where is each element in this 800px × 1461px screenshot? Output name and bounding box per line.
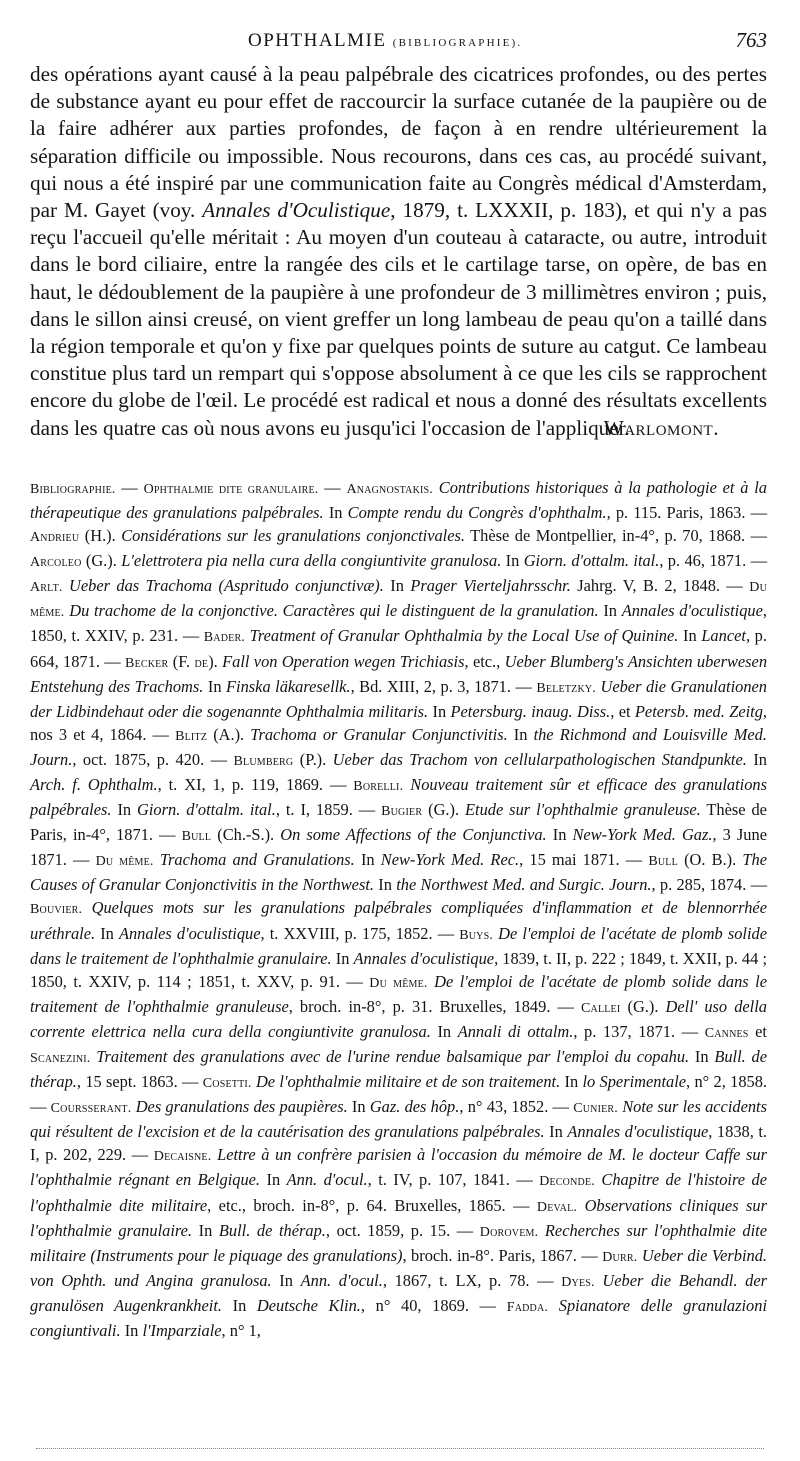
bibliography-title: Traitement des granulations avec de l'urine rendue balsamique par l'emploi du copahu. xyxy=(96,1047,690,1067)
bibliography-text: Thèse de Montpellier, in-4°, p. 70, 1868. — xyxy=(464,526,767,546)
bibliography-author: Cunier. xyxy=(573,1101,618,1117)
bibliography-text: , broch. in-8°, p. 31. Bruxelles, 1849. — xyxy=(288,996,581,1016)
bibliography-title: Deutsche Klin. xyxy=(256,1295,361,1315)
bibliography-title: Annales d'oculistique xyxy=(118,923,261,943)
bibliography-text: In xyxy=(95,923,119,943)
bibliography-author: Bull xyxy=(181,829,212,845)
bibliography-author: Arcoleo xyxy=(30,555,82,571)
bibliography-title: Ueber das Trachoma (Aspritudo conjunctivæ). xyxy=(69,576,384,596)
bibliography-title: Fall von Operation wegen Trichiasis xyxy=(222,651,465,671)
bibliography-text: In xyxy=(331,948,354,968)
bibliography-title: Chapitre de l'histoire de l'ophthalmie dite militaire xyxy=(30,1170,767,1215)
bibliography-title: Lettre à un confrère parisien à l'occasion du mémoire de M. le docteur Caffe sur l'ophthalmie régnant en Belgique. xyxy=(30,1145,767,1190)
bibliography-title: Considérations sur les granulations conjonctivales. xyxy=(121,526,465,546)
bibliography-title: New-York Med. Gaz. xyxy=(572,825,713,845)
bibliography-author: Cannes xyxy=(704,1025,749,1041)
running-head-title xyxy=(248,30,522,52)
bibliography-author: Du même. xyxy=(30,580,767,621)
bibliography-text: In xyxy=(689,1047,715,1067)
bibliography-title: Trachoma and Granulations. xyxy=(159,850,355,870)
bibliography-author: Borelli. xyxy=(353,778,404,794)
bibliography-text: , Bd. XIII, 2, p. 3, 1871. — xyxy=(350,676,537,696)
bibliography-author: Bibliographie. xyxy=(30,481,116,497)
bibliography-text: In xyxy=(560,1072,583,1092)
bibliography-text: In xyxy=(430,1021,458,1041)
bibliography-text: , broch. in-8°. Paris, 1867. — xyxy=(402,1245,603,1265)
bibliography-author: Coursserant. xyxy=(50,1101,132,1117)
bibliography-title: Bull. de thérap. xyxy=(30,1047,767,1092)
bibliography-title: Annales d'oculistique xyxy=(567,1122,709,1142)
bibliography-text: (G.). xyxy=(620,996,666,1016)
bibliography-text: , 1839, t. II, p. 222 ; 1849, t. XXII, p. 44 ; 1850, t. XXIV, p. 114 ; 1851, t. XXV, p. 91. — xyxy=(30,948,767,991)
bibliography-title: Quelques mots sur les granulations palpébrales compliquées d'inflammation et de blennorrhée uréthrale. xyxy=(30,898,767,943)
bibliography-text: , 1838, t. I, p. 202, 229. — xyxy=(30,1122,767,1165)
bibliography-text: , 1867, t. LX, p. 78. — xyxy=(382,1270,562,1290)
bibliography-text: In xyxy=(546,825,573,845)
bibliography-author: Blumberg xyxy=(233,753,294,769)
bibliography-author: Du même. xyxy=(369,975,428,991)
bibliography-text: , p. 115. Paris, 1863. — xyxy=(606,502,767,522)
bibliography-title: Annales d'oculistique xyxy=(353,948,495,968)
bibliography-title: Ueber die Granulationen der Lidbindehaut oder die sogenannte Ophthalmia militaris. xyxy=(30,676,768,721)
bibliography-text: (G.). xyxy=(81,551,122,571)
bibliography-text: , 15 sept. 1863. — xyxy=(76,1072,203,1092)
bibliography-title: Ann. d'ocul. xyxy=(286,1170,368,1190)
bibliography-title: Petersburg. inaug. Diss. xyxy=(450,701,611,721)
bibliography-text: In xyxy=(192,1220,219,1240)
bibliography-title: Finska läkaresellk. xyxy=(226,676,351,696)
bibliography-text: , et xyxy=(610,701,635,721)
bibliography-text: (H.). xyxy=(79,526,122,546)
bibliography-author: Deconde. xyxy=(539,1174,595,1190)
bibliography-title: Du trachome de la conjonctive. Caractères qui le distinguent de la granulation. xyxy=(69,601,599,621)
bibliography-title: the Northwest Med. and Surgic. Journ. xyxy=(396,875,652,895)
body-paragraph xyxy=(30,61,767,442)
bibliography-text: In xyxy=(354,850,381,870)
bibliography-author: Buys. xyxy=(459,927,494,943)
bibliography-title: Des granulations des paupières. xyxy=(135,1097,348,1117)
bibliography-title: Nouveau traitement sûr et efficace des granulations palpébrales. xyxy=(30,774,768,820)
paragraph-part-2: , 1879, t. LXXXII, p. 183), et qui n'y a pas reçu l'accueil qu'elle méritait : Au moyen d'un couteau à cataracte, ou autre, introduit dans le bord ciliaire, entre la rangée des cils et le cartilage tarse, on opère, de bas en haut, le dédoublement de la paupière à une profondeur de 3 millimètres environ ; puis, dans le sillon ainsi creusé, on vient greffer un long lambeau de peau qu'on a taillé dans la région temporale et qu'on y fixe par quelques points de suture au catgut. Ce lambeau constitue plus tard un rempart qui s'oppose absolument à ce que les cils se rapprochent encore du globe de l'œil. Le procédé est radical et nous a donné des résultats excellents dans les quatre cas où nous avons eu jusqu'ici l'occasion de l'appliquer. xyxy=(30,198,767,440)
bibliography-text: et xyxy=(748,1021,767,1041)
bibliography-text: In xyxy=(373,875,397,895)
bibliography-text xyxy=(577,1196,584,1215)
bibliography-text: , etc., xyxy=(464,651,505,671)
bibliography-text: — xyxy=(115,477,144,497)
bibliography-text: In xyxy=(428,701,451,721)
bibliography-author: Anagnostakis. xyxy=(346,481,433,497)
bibliography-text: (G.). xyxy=(422,800,466,820)
bibliography-title: Lancet xyxy=(701,626,746,646)
bibliography-text: , n° 43, 1852. — xyxy=(459,1097,574,1117)
paragraph-part-1: des opérations ayant causé à la peau palpébrale des cicatrices profondes, ou des pertes de substance ayant eu pour effet de raccourcir la surface cutanée de la paupière ou de la faire adhérer aux parties profondes, de façon à en rendre ultérieurement la séparation difficile ou impossible. Nous recourons, dans ces cas, au procédé suivant, qui nous a été inspiré par une communication faite au Congrès médical d'Amsterdam, par M. Gayet (voy. xyxy=(30,62,767,223)
bibliography-text: In xyxy=(678,626,702,646)
bibliography-title: Ueber Blumberg's Ansichten uberwesen Entstehung des Trachoms. xyxy=(30,651,768,696)
bibliography-text: In xyxy=(120,1321,143,1341)
bibliography-text: , n° 2, 1858. — xyxy=(30,1072,767,1117)
bibliography-author: Andrieu xyxy=(30,530,80,546)
bibliography-text: In xyxy=(501,551,524,571)
bibliography-text: In xyxy=(507,724,534,744)
bibliography-text: In xyxy=(544,1122,568,1142)
bibliography-text xyxy=(548,1296,559,1315)
bibliography-text: , n° 1, xyxy=(221,1321,261,1341)
bibliography-text: In xyxy=(323,502,348,522)
bibliography-text: — xyxy=(318,477,347,497)
bibliography-text: In xyxy=(221,1295,257,1315)
bibliography-author: Arlt. xyxy=(30,580,63,596)
bibliography-title: Spianatore delle granulazioni congiuntivali. xyxy=(30,1295,767,1341)
bibliography-author: de xyxy=(194,655,209,671)
bibliography-text: , 3 June 1871. — xyxy=(30,825,767,870)
bibliography-title: Dell' uso della corrente elettrica nella cura della congiuntivite granulosa. xyxy=(30,996,767,1041)
bibliography-title: The Causes of Granular Conjonctivitis in the Northwest. xyxy=(30,850,767,895)
bibliography-author: Bader. xyxy=(203,630,246,646)
running-head-sub: (BIBLIOGRAPHIE). xyxy=(392,37,523,49)
bibliography-text: (Ch.-S.). xyxy=(211,825,281,845)
page-number: 763 xyxy=(735,28,767,52)
bibliography-title: Ann. d'ocul. xyxy=(300,1270,383,1290)
bibliography-text: In xyxy=(746,749,767,769)
bibliography-title: Ueber das Trachom von cellularpathologischen Standpunkte. xyxy=(332,749,747,769)
bibliography-title: Annales d'oculistique xyxy=(621,601,763,621)
bibliography-title: Petersb. med. Zeitg xyxy=(634,701,763,721)
bibliography-title: Treatment of Granular Ophthalmia by the Local Use of Quinine. xyxy=(249,626,679,646)
bibliography-title: Annali di ottalm. xyxy=(457,1021,574,1041)
bibliography-text: (P.). xyxy=(293,749,333,769)
running-head xyxy=(30,26,767,54)
bibliography-title: Etude sur l'ophthalmie granuleuse. xyxy=(465,800,701,820)
bibliography-text: (O. B.). xyxy=(677,850,743,870)
bibliography-text: , t. I, 1859. — xyxy=(275,800,382,820)
bibliography-title: Observations cliniques sur l'ophthalmie granulaire. xyxy=(30,1195,767,1240)
bibliography-author: Du même. xyxy=(95,854,154,870)
bibliography-title: Gaz. des hôp. xyxy=(369,1097,460,1117)
bibliography-text: Thèse de Paris, in-4°, 1871. — xyxy=(30,800,767,845)
bibliography-text: , 15 mai 1871. — xyxy=(519,850,649,870)
bibliography-text: , nos 3 et 4, 1864. — xyxy=(30,701,768,744)
bibliography-title: Ueber die Behandl. der granulösen Augenkrankheit. xyxy=(30,1270,767,1315)
bibliography-title: Note sur les accidents qui résultent de l'excision et de la cautérisation des granulations palpébrales. xyxy=(30,1097,767,1142)
bibliography-author: Bouvier. xyxy=(30,902,83,918)
bibliography-text xyxy=(82,898,91,917)
bibliography-author: Decaisne. xyxy=(153,1149,212,1165)
bibliography-title: Giorn. d'ottalm. ital. xyxy=(523,551,660,571)
bibliography-author: Fadda. xyxy=(506,1299,549,1315)
bibliography-text: , p. 664, 1871. — xyxy=(30,626,767,671)
bibliography-text: In xyxy=(111,800,138,820)
bibliography-text: , etc., broch. in-8°, p. 64. Bruxelles, 1865. — xyxy=(207,1195,537,1215)
bibliography-block xyxy=(30,476,767,1342)
paragraph-journal-title: Annales d'Oculistique xyxy=(202,198,391,223)
bibliography-title: Contributions historiques à la pathologie et à la thérapeutique des granulations palpébrales. xyxy=(30,477,767,522)
bibliography-text: , n° 40, 1869. — xyxy=(360,1295,507,1315)
bibliography-text: In xyxy=(260,1170,287,1190)
bibliography-author: Beletzky. xyxy=(536,680,596,696)
bibliography-title: Trachoma or Granular Conjunctivitis. xyxy=(250,724,508,744)
bibliography-title: l'Imparziale xyxy=(142,1321,222,1341)
bibliography-author: Bull xyxy=(648,854,678,870)
bibliography-title: On some Affections of the Conjunctiva. xyxy=(280,825,547,845)
bibliography-title: L'elettrotera pia nella cura della congiuntivite granulosa. xyxy=(121,551,502,571)
bibliography-title: Compte rendu du Congrès d'ophthalm. xyxy=(347,502,607,522)
bibliography-author: Blitz xyxy=(175,728,208,744)
bibliography-author: Deval. xyxy=(536,1199,578,1215)
bibliography-text: , p. 137, 1871. — xyxy=(573,1021,705,1041)
bibliography-author: Callei xyxy=(580,1000,621,1016)
bibliography-text: In xyxy=(383,576,411,596)
bibliography-text: , t. XI, 1, p. 119, 1869. — xyxy=(157,774,354,794)
bibliography-text xyxy=(538,1221,545,1240)
bibliography-title: De l'emploi de l'acétate de plomb solide dans le traitement de l'ophthalmie granulaire. xyxy=(30,923,767,968)
bibliography-author: Bugier xyxy=(381,804,423,820)
bibliography-title: New-York Med. Rec. xyxy=(380,850,520,870)
bibliography-text: , t. XXVIII, p. 175, 1852. — xyxy=(260,923,460,943)
bibliography-author: Durr. xyxy=(602,1249,638,1265)
bibliography-text: (A.). xyxy=(207,724,251,744)
bibliography-title: lo Sperimentale xyxy=(582,1072,687,1092)
running-head-main: OPHTHALMIE xyxy=(248,30,387,51)
bibliography-title: Arch. f. Ophthalm. xyxy=(30,774,158,794)
bibliography-text: ). xyxy=(208,651,223,671)
bibliography-text: , p. 46, 1871. — xyxy=(659,551,767,571)
bibliography-title: Ueber die Verbind. von Ophth. und Angina granulosa. xyxy=(30,1245,768,1290)
bibliography-author: Scanezini. xyxy=(30,1051,91,1067)
bibliography-text: In xyxy=(203,676,227,696)
bibliography-text: , oct. 1859, p. 15. — xyxy=(325,1220,480,1240)
bibliography-text: Jahrg. V, B. 2, 1848. — xyxy=(570,576,750,596)
bibliography-author: Cosetti. xyxy=(202,1076,252,1092)
bibliography-text: , 1850, t. XXIV, p. 231. — xyxy=(30,601,767,646)
bibliography-title: Recherches sur l'ophthalmie dite militaire (Instruments pour le piquage des granulations) xyxy=(30,1220,767,1265)
bibliography-text: (F. xyxy=(168,651,195,671)
bibliography-title: De l'ophthalmie militaire et de son traitement. xyxy=(255,1072,561,1092)
bibliography-text: , t. IV, p. 107, 1841. — xyxy=(367,1170,540,1190)
bibliography-title: the Richmond and Louisville Med. Journ. xyxy=(30,724,767,769)
bibliography-author: Becker xyxy=(125,655,169,671)
bibliography-author: Ophthalmie dite granulaire. xyxy=(143,481,319,497)
footer-dotted-rule xyxy=(36,1448,764,1449)
bibliography-text: In xyxy=(598,601,622,621)
bibliography-author: Dorovem. xyxy=(479,1224,539,1240)
author-signature: Warlomont. xyxy=(603,415,719,440)
bibliography-text: , oct. 1875, p. 420. — xyxy=(72,749,234,769)
bibliography-title: Bull. de thérap. xyxy=(218,1220,326,1240)
bibliography-title: De l'emploi de l'acétate de plomb solide dans le traitement de l'ophthalmie granuleuse xyxy=(30,971,767,1016)
bibliography-title: Giorn. d'ottalm. ital. xyxy=(137,800,276,820)
bibliography-author: Dyes. xyxy=(561,1274,595,1290)
bibliography-title: Prager Vierteljahrsschr. xyxy=(410,576,571,596)
bibliography-text: In xyxy=(271,1270,301,1290)
bibliography-text: , p. 285, 1874. — xyxy=(651,875,767,895)
bibliography-text: In xyxy=(347,1097,370,1117)
